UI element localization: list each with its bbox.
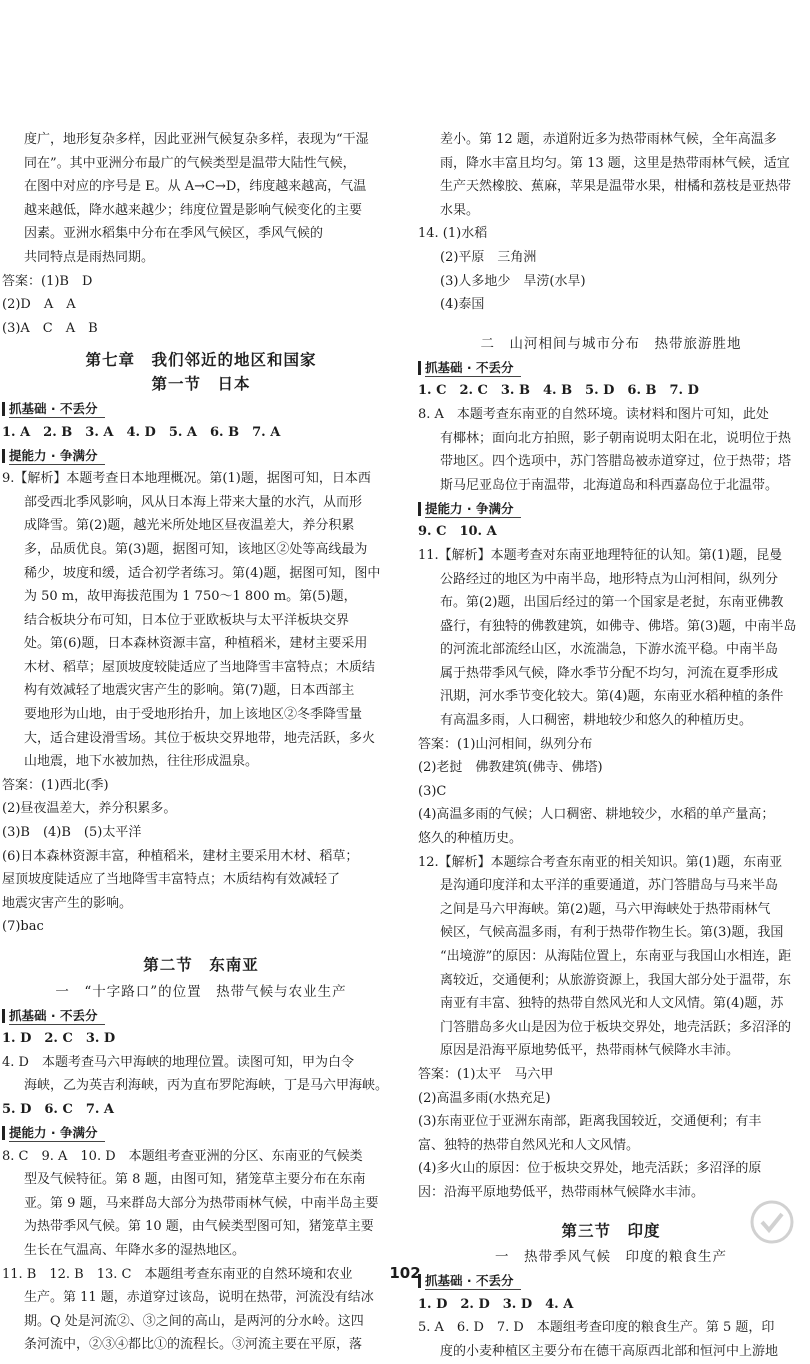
text-line: (2)D A A (2, 297, 76, 313)
text-line: 之间是马六甲海峡。第(2)题，马六甲海峡处于热带雨林气 (440, 901, 771, 917)
text-line: 12.【解析】本题综合考查东南亚的相关知识。第(1)题，东南亚 (418, 854, 783, 870)
text-line: 在图中对应的序号是 E。从 A→C→D，纬度越来越高，气温 (24, 179, 367, 195)
text-line: 度广，地形复杂多样，因此亚洲气候复杂多样，表现为“干湿 (24, 132, 369, 147)
text-line: 候区，气候高温多雨，有利于热带作物生长。第(3)题，我国 (440, 925, 784, 941)
chapter-title: 第七章 我们邻近的地区和国家 (85, 350, 317, 370)
text-line: 11.【解析】本题考查对东南亚地理特征的认知。第(1)题，昆曼 (418, 547, 783, 563)
text-line: 为热带季风气候。第 10 题，由气候类型图可知，猪笼草主要 (24, 1219, 374, 1235)
text-line: 部受西北季风影响，风从日本海上带来大量的水汽，从而形 (24, 494, 363, 510)
subsection-title-3: 一 热带季风气候 印度的粮食生产 (495, 1249, 727, 1266)
text-line: 斯马尼亚岛位于南温带，北海道岛和科西嘉岛位于北温带。 (440, 477, 779, 493)
text-line: “出境游”的原因：从海陆位置上，东南亚与我国山水相连，距 (440, 949, 792, 964)
text-line: (2)平原 三角洲 (440, 249, 537, 265)
text-line: 海峡，乙为英吉利海峡，丙为直布罗陀海峡，丁是马六甲海峡。 (24, 1078, 389, 1094)
text-line: 水果。 (440, 202, 480, 218)
text-line: 生产。第 11 题，赤道穿过该岛，说明在热带，河流没有结冰 (24, 1290, 374, 1306)
banner-bar-icon (2, 402, 5, 416)
text-line: 盛行，有独特的佛教建筑，如佛寺、佛塔。第(3)题，中南半岛 (440, 618, 797, 634)
text-line: 富、独特的热带自然风光和人文风情。 (418, 1137, 640, 1153)
text-line: 悠久的种植历史。 (418, 831, 523, 847)
text-line: (7)bac (2, 919, 44, 935)
text-line: 构有效减轻了地震灾害产生的影响。第(7)题，日本西部主 (24, 683, 355, 699)
text-line: 结合板块分布可知，日本位于亚欧板块与太平洋板块交界 (24, 612, 350, 628)
text-line: 属于热带季风气候，降水季节分配不均匀，河流在夏季形成 (440, 665, 779, 681)
text-line: (2)老挝 佛教建筑(佛寺、佛塔) (418, 760, 603, 776)
banner-basic: 抓基础 · 不丢分 (418, 1272, 804, 1291)
subsection-title-1: 一 “十字路口”的位置 热带气候与农业生产 (55, 983, 347, 1000)
text-line: 生产天然橡胶、蕉麻，苹果是温带水果，柑橘和荔枝是亚热带 (440, 179, 792, 195)
intro-paragraph (2, 128, 400, 270)
answer-line: 1. D 2. D 3. D 4. A (418, 1296, 574, 1312)
text-line: (4)泰国 (440, 297, 485, 313)
text-line: 公路经过的地区为中南半岛，地形特点为山河相间，纵列分 (440, 571, 779, 587)
text-line: 山地震，地下水被加热，往往形成温泉。 (24, 754, 259, 770)
text-line: (2)昼夜温差大，养分积累多。 (2, 801, 177, 817)
question-4 (2, 1051, 400, 1098)
text-line: 的河流北部流经山区，水流湍急，下游水流平稳。中南半岛 (440, 642, 779, 658)
right-column (418, 128, 804, 1364)
question-11-analysis (418, 544, 804, 733)
answer-line: 9. C 10. A (418, 524, 497, 540)
continued-paragraph (418, 128, 804, 222)
text-line: (6)日本森林资源丰富，种植稻米，建材主要采用木材、稻草； (2, 848, 359, 864)
text-line: 大，适合建设滑雪场。其位于板块交界地带，地壳活跃，多火 (24, 730, 376, 746)
text-line: 共同特点是雨热同期。 (24, 249, 155, 265)
text-line: 雨，降水丰富且均匀。第 13 题，这里是热带雨林气候，适宜 (440, 155, 790, 171)
answer-line: 1. D 2. C 3. D (2, 1031, 116, 1047)
text-line: 成降雪。第(2)题，越光米所处地区昼夜温差大，养分积累 (24, 518, 355, 534)
text-line: 差小。第 12 题，赤道附近多为热带雨林气候，全年高温多 (440, 132, 777, 147)
banner-improve: 提能力 · 争满分 (2, 446, 400, 465)
text-line: (3)A C A B (2, 320, 98, 336)
intro-answer-lines (2, 293, 400, 340)
question-9-answer-lines (2, 797, 400, 939)
text-line: 因素。亚洲水稻集中分布在季风气候区，季风气候的 (24, 226, 324, 242)
text-line: 度的小麦种植区主要分布在德干高原西北部和恒河中上游地 (440, 1343, 779, 1359)
banner-basic: 抓基础 · 不丢分 (2, 400, 400, 419)
text-line: 条河流中，②③④都比①的流程长。③河流主要在平原，落 (24, 1337, 363, 1353)
text-line: 同在”。其中亚洲分布最广的气候类型是温带大陆性气候， (24, 155, 356, 171)
text-line: 稀少，坡度和缓，适合初学者练习。第(4)题，据图可知，图中 (24, 565, 381, 581)
text-line: 8. A 本题考查东南亚的自然环境。读材料和图片可知，此处 (418, 406, 769, 422)
question-14-lines (418, 246, 804, 317)
text-line: (4)多火山的原因：位于板块交界处，地壳活跃；多沼泽的原 (418, 1161, 762, 1177)
text-line: 因：沿海平原地势低平，热带雨林气候降水丰沛。 (418, 1184, 705, 1200)
text-line: (3)C (418, 783, 447, 799)
question-12-answer-lines (418, 1087, 804, 1205)
text-line: 5. A 6. D 7. D 本题组考查印度的粮食生产。第 5 题，印 (418, 1320, 775, 1336)
subsection-title-2: 二 山河相间与城市分布 热带旅游胜地 (480, 335, 742, 352)
question-12-analysis (418, 851, 804, 1063)
banner-bar-icon (418, 502, 421, 516)
question-8-10 (2, 1145, 400, 1263)
text-line: 汛期，河水季节变化较大。第(4)题，东南亚水稻种植的条件 (440, 689, 784, 705)
banner-bar-icon (2, 1126, 5, 1140)
text-line: 型及气候特征。第 8 题，由图可知，猪笼草主要分布在东南 (24, 1172, 366, 1188)
question-9-answer: 答案：(1)西北(季) (2, 777, 109, 793)
text-line: 生长在气温高、年降水多的湿热地区。 (24, 1242, 246, 1258)
banner-bar-icon (2, 1009, 5, 1023)
text-line: 11. B 12. B 13. C 本题组考查东南亚的自然环境和农业 (2, 1266, 353, 1282)
text-line: 有椰林；面向北方拍照，影子朝南说明太阳在北，说明位于热 (440, 430, 792, 446)
text-line: 处。第(6)题，日本森林资源丰富，种植稻米，建材主要采用 (24, 636, 368, 652)
text-line: 越来越低，降水越来越少；纬度位置是影响气候变化的主要 (24, 202, 363, 218)
text-line: 带地区。四个选项中，苏门答腊岛被赤道穿过，位于热带；塔 (440, 454, 792, 470)
text-line: 布。第(2)题，出国后经过的第一个国家是老挝，东南亚佛教 (440, 595, 784, 611)
banner-basic: 抓基础 · 不丢分 (418, 358, 804, 377)
intro-answer: 答案：(1)B D (2, 273, 93, 289)
text-line: 是沟通印度洋和太平洋的重要通道，苏门答腊岛与马来半岛 (440, 878, 779, 894)
page-number: 102 (389, 1264, 421, 1282)
question-14: 14. (1)水稻 (418, 226, 488, 242)
text-line: 期。Q 处是河流②、③之间的高山，是两河的分水岭。这四 (24, 1313, 364, 1329)
text-line: 屋顶坡度陡适应了当地降雪丰富特点；木质结构有效减轻了 (2, 872, 341, 888)
text-line: (3)东南亚位于亚洲东南部，距离我国较近，交通便利；有丰 (418, 1114, 762, 1130)
text-line: 8. C 9. A 10. D 本题组考查亚洲的分区、东南亚的气候类 (2, 1148, 363, 1164)
text-line: (2)高温多雨(水热充足) (418, 1090, 551, 1106)
text-line: 有高温多雨，人口稠密，耕地较少和悠久的种植历史。 (440, 713, 753, 729)
section-title-japan: 第一节 日本 (151, 373, 251, 393)
text-line: 木材、稻草；屋顶坡度较陡适应了当地降雪丰富特点；木质结 (24, 659, 376, 675)
text-line: 要地形为山地，由于受地形抬升，加上该地区②冬季降雪量 (24, 707, 363, 723)
answer-line: 1. C 2. C 3. B 4. B 5. D 6. B 7. D (418, 383, 699, 399)
question-11-13 (2, 1263, 400, 1357)
text-line: 地震灾害产生的影响。 (2, 895, 133, 911)
section-title-india: 第三节 印度 (561, 1220, 661, 1240)
left-column (2, 128, 400, 1357)
question-11-answer-lines (418, 756, 804, 850)
banner-bar-icon (2, 449, 5, 463)
question-5-7 (418, 1316, 804, 1363)
text-line: 南亚有丰富、独特的热带自然风光和人文风情。第(4)题，苏 (440, 996, 784, 1012)
banner-improve: 提能力 · 争满分 (418, 499, 804, 518)
text-line: (3)B (4)B (5)太平洋 (2, 825, 142, 841)
banner-basic: 抓基础 · 不丢分 (2, 1006, 400, 1025)
text-line: 原因是沿海平原地势低平，热带雨林气候降水丰沛。 (440, 1043, 740, 1059)
text-line: 离较近，交通便利；从旅游资源上，我国大部分处于温带，东 (440, 972, 792, 988)
question-9-analysis (2, 467, 400, 774)
answer-line: 5. D 6. C 7. A (2, 1101, 114, 1117)
section-title-southeast-asia: 第二节 东南亚 (143, 955, 259, 974)
text-line: 4. D 本题考查马六甲海峡的地理位置。读图可知，甲为白令 (2, 1054, 354, 1070)
text-line: 亚。第 9 题，马来群岛大部分为热带雨林气候，中南半岛主要 (24, 1195, 379, 1211)
question-12-answer: 答案：(1)太平 马六甲 (418, 1066, 554, 1082)
text-line: (4)高温多雨的气候；人口稠密、耕地较少，水稻的单产量高； (418, 807, 775, 823)
text-line: 门答腊岛多火山是因为位于板块交界处，地壳活跃；多沼泽的 (440, 1019, 792, 1035)
question-11-answer: 答案：(1)山河相间，纵列分布 (418, 736, 593, 752)
banner-bar-icon (418, 361, 421, 375)
text-line: 9.【解析】本题考查日本地理概况。第(1)题，据图可知，日本西 (2, 471, 371, 487)
question-8 (418, 403, 804, 497)
answer-line: 1. A 2. B 3. A 4. D 5. A 6. B 7. A (2, 424, 281, 440)
text-line: 多，品质优良。第(3)题，据图可知，该地区②处等高线最为 (24, 541, 368, 557)
banner-improve: 提能力 · 争满分 (2, 1124, 400, 1143)
text-line: 为 50 m，故甲海拔范围为 1 750～1 800 m。第(5)题， (24, 589, 357, 605)
text-line: (3)人多地少 旱涝(水旱) (440, 273, 586, 289)
